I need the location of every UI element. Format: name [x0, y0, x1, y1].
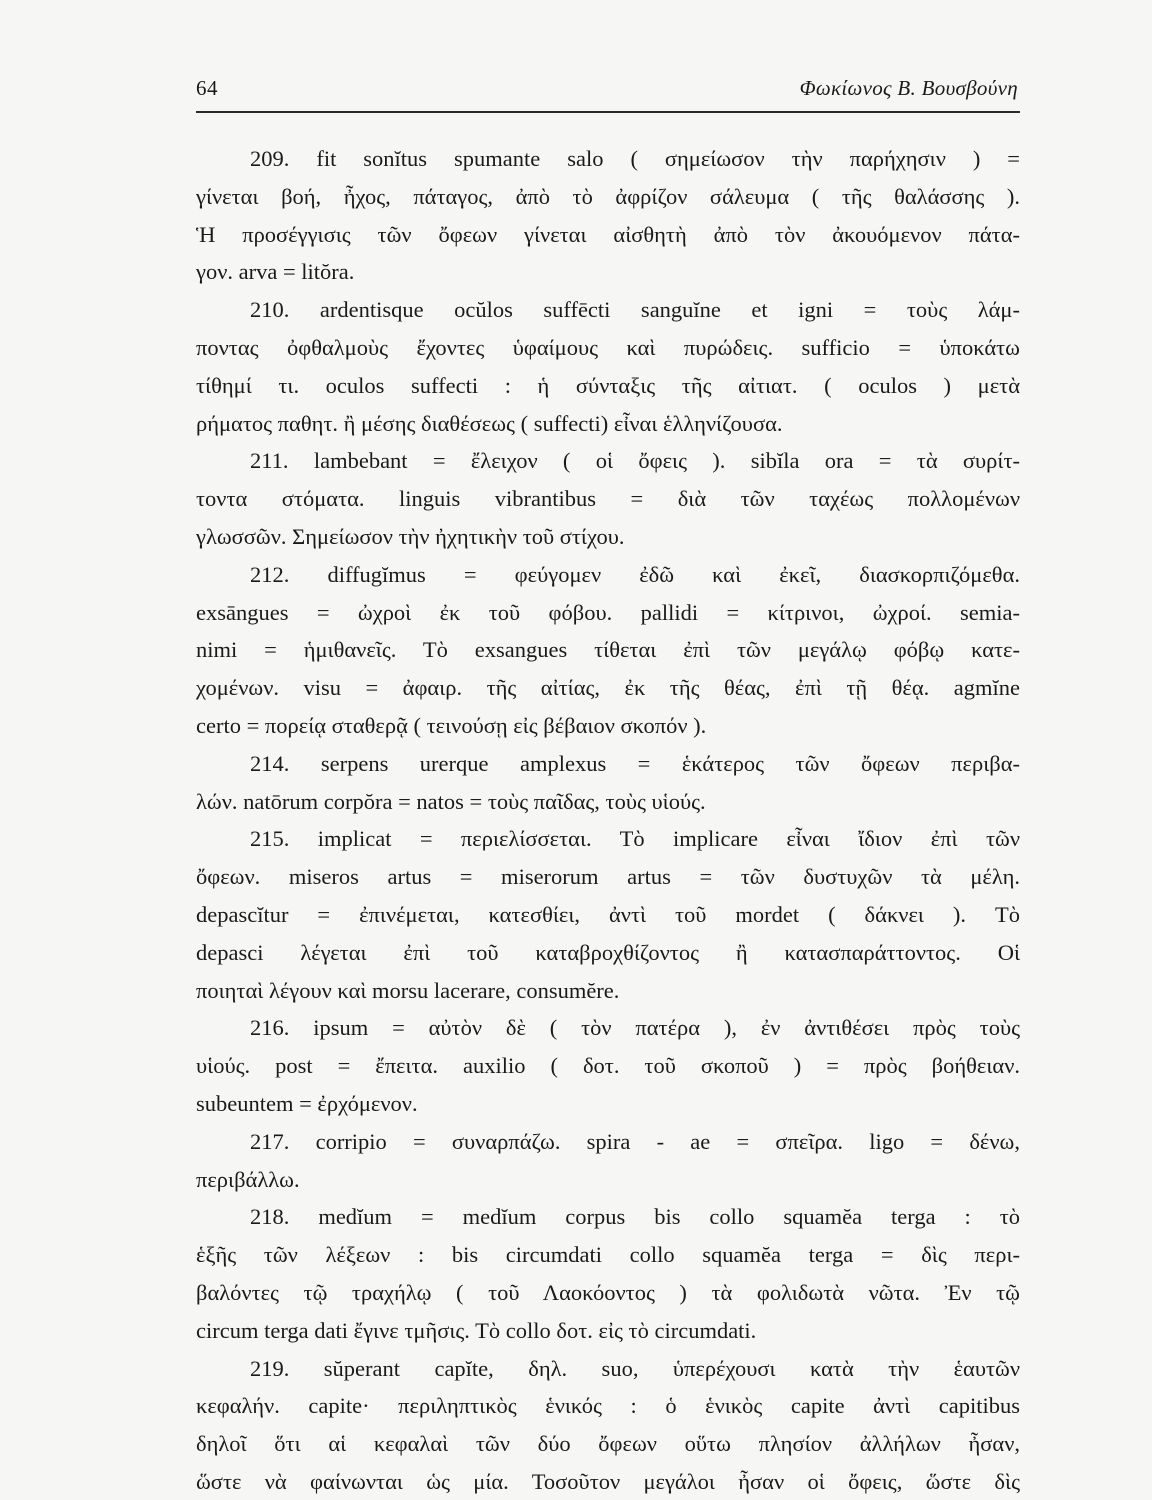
text-line: υἱούς. post = ἔπειτα. auxilio ( δοτ. τοῦ σκοποῦ ) = πρὸς βοήθειαν. — [196, 1053, 1020, 1079]
text-line: subeuntem = ἐρχόμενον. — [196, 1090, 418, 1116]
text-line: δηλοῖ ὅτι αἱ κεφαλαὶ τῶν δύο ὄφεων οὕτω πλησίον ἀλλήλων ἦσαν, — [196, 1431, 1020, 1457]
text-line: exsāngues = ὠχροὶ ἐκ τοῦ φόβου. pallidi = κίτρινοι, ὠχροί. semia- — [196, 599, 1020, 625]
text-line: depascĭtur = ἐπινέμεται, κατεσθίει, ἀντὶ τοῦ mordet ( δάκνει ). Τὸ — [196, 901, 1020, 927]
text-line: γον. arva = litŏra. — [196, 259, 355, 285]
text-line: ὄφεων. miseros artus = miserorum artus = τῶν δυστυχῶν τὰ μέλη. — [196, 864, 1020, 890]
paragraph-start-line: 212. diffugĭmus = φεύγομεν ἐδῶ καὶ ἐκεῖ, διασκορπιζόμεθα. — [250, 561, 1020, 587]
paragraph-start-line: 219. sŭperant capĭte, δηλ. suo, ὑπερέχουσι κατὰ τὴν ἑαυτῶν — [250, 1355, 1020, 1381]
paragraph-start-line: 217. corripio = συναρπάζω. spira - ae = σπεῖρα. ligo = δένω, — [250, 1128, 1020, 1154]
text-line: περιβάλλω. — [196, 1166, 300, 1192]
text-line: Ἡ προσέγγισις τῶν ὄφεων γίνεται αἰσθητὴ ἀπὸ τὸν ἀκουόμενον πάτα- — [196, 221, 1020, 247]
text-line: χομένων. visu = ἀφαιρ. τῆς αἰτίας, ἐκ τῆς θέας, ἐπὶ τῇ θέᾳ. agmĭne — [196, 675, 1020, 701]
paragraph-start-line: 218. medĭum = medĭum corpus bis collo squamĕa terga : τὸ — [250, 1204, 1020, 1230]
text-line: ρήματος παθητ. ἢ μέσης διαθέσεως ( suffecti) εἶναι ἑλληνίζουσα. — [196, 410, 783, 436]
paragraph-start-line: 210. ardentisque ocŭlos suffēcti sanguĭne et igni = τοὺς λάμ- — [250, 297, 1020, 323]
paragraph-start-line: 209. fit sonĭtus spumante salo ( σημείωσον τὴν παρήχησιν ) = — [250, 146, 1020, 171]
text-line: λών. natōrum corpŏra = natos = τοὺς παῖδας, τοὺς υἱούς. — [196, 788, 706, 814]
text-line: ἑξῆς τῶν λέξεων : bis circumdati collo squamĕa terga = δὶς περι- — [196, 1242, 1020, 1268]
text-line: βαλόντες τῷ τραχήλῳ ( τοῦ Λαοκόοντος ) τὰ φολιδωτὰ νῶτα. Ἐν τῷ — [196, 1279, 1020, 1305]
text-line: ὥστε νὰ φαίνωνται ὡς μία. Τοσοῦτον μεγάλοι ἦσαν οἱ ὄφεις, ὥστε δὶς — [196, 1468, 1020, 1494]
text-line: κεφαλήν. capite· περιληπτικὸς ἑνικός : ὁ ἑνικὸς capite ἀντὶ capitibus — [196, 1393, 1020, 1419]
text-line: ποντας ὀφθαλμοὺς ἔχοντες ὑφαίμους καὶ πυρώδεις. sufficio = ὑποκάτω — [196, 334, 1020, 360]
text-line: τίθημί τι. oculos suffecti : ἡ σύνταξις τῆς αἰτιατ. ( oculos ) μετὰ — [196, 372, 1020, 398]
text-line: circum terga dati ἔγινε τμῆσις. Τὸ collo δοτ. εἰς τὸ circumdati. — [196, 1317, 757, 1343]
paragraph-start-line: 214. serpens urerque amplexus = ἑκάτερος τῶν ὄφεων περιβα- — [250, 750, 1020, 776]
running-head: Φωκίωνος Β. Βουσβούνη — [799, 76, 1018, 100]
text-line: γλωσσῶν. Σημείωσον τὴν ἠχητικὴν τοῦ στίχου. — [196, 523, 625, 549]
text-line: ποιηταὶ λέγουν καὶ morsu lacerare, consumĕre. — [196, 977, 620, 1003]
text-line: certo = πορείᾳ σταθερᾷ ( τεινούσῃ εἰς βέβαιον σκοπόν ). — [196, 712, 707, 738]
text-line: γίνεται βοή, ἦχος, πάταγος, ἀπὸ τὸ ἀφρίζον σάλευμα ( τῆς θαλάσσης ). — [196, 183, 1020, 209]
paragraph-start-line: 211. lambebant = ἔλειχον ( οἱ ὄφεις ). sibĭla ora = τὰ συρίτ- — [250, 448, 1020, 474]
paragraph-start-line: 216. ipsum = αὐτὸν δὲ ( τὸν πατέρα ), ἐν ἀντιθέσει πρὸς τοὺς — [250, 1015, 1020, 1041]
header-rule — [196, 111, 1020, 113]
page-header — [196, 74, 1018, 104]
page-number: 64 — [196, 76, 218, 100]
text-line: depasci λέγεται ἐπὶ τοῦ καταβροχθίζοντος ἢ κατασπαράττοντος. Οἱ — [196, 939, 1020, 965]
commentary-text — [196, 140, 1020, 1500]
text-line: τοντα στόματα. linguis vibrantibus = διὰ τῶν ταχέως πολλομένων — [196, 486, 1020, 512]
paragraph-start-line: 215. implicat = περιελίσσεται. Τὸ implicare εἶναι ἴδιον ἐπὶ τῶν — [250, 826, 1020, 852]
text-line: nimi = ἡμιθανεῖς. Τὸ exsangues τίθεται ἐπὶ τῶν μεγάλῳ φόβῳ κατε- — [196, 637, 1020, 663]
